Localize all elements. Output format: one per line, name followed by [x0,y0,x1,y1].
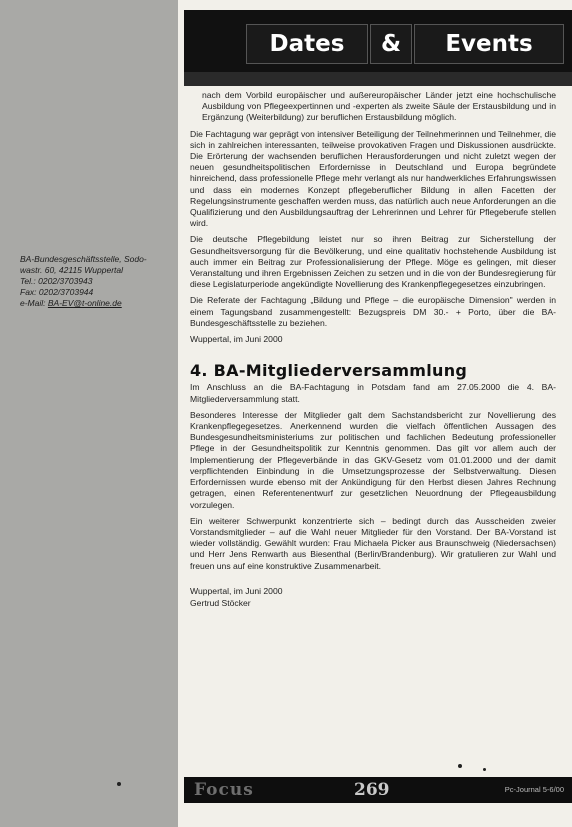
left-sidebar [0,0,178,827]
email-label: e-Mail: [20,298,46,308]
contact-line: Fax: 0202/3703944 [20,287,94,297]
section-banner [184,10,572,86]
page-footer [184,777,572,803]
paragraph: Besonderes Interesse der Mitglieder galt dem Sachstandsbericht zur Novellierung des Krankenpflegegesetzes. Anerkennend wurden die vielfach öffentlichen Aussagen des Bundesgesundheitsministeriums zur politischen und fachlichen Bedeutung professioneller Pflege in der Gesundheitspolitik zur Kenntnis genommen. Das gilt vor allem auch der Implementierung der Pflegeverbände in das GKV-Gesetz vom 01.01.2000 und der damit verpflichtenden Einbindung in die Umsetzungsprozesse der Selbstverwaltung. Diesen Erfordernissen wurde ebenso mit der Ankündigung für den Herbst diesen Jahres Rechnung getragen, einen Referentenentwurf zur gesetzlichen Neuordnung der Pflegeausbildung vorzulegen. [190,409,556,510]
speck [483,768,486,771]
dateline: Wuppertal, im Juni 2000 [190,585,283,596]
banner-ampersand: & [370,24,412,64]
contact-line: BA-Bundesgeschäftsstelle, Sodo- [20,254,147,264]
speck [117,782,121,786]
article-body [190,90,556,614]
contact-block [20,254,180,309]
paragraph: Die Fachtagung war geprägt von intensiver Beteiligung der Teilnehmerinnen und Teilnehmer, die sich in zahlreichen interessanten, teilweise provokativen Fragen und Diskussionen ausdrückte. Die Erörterung der wachsenden beruflichen Herausforderungen und nicht zuletzt wegen der neuen gesundheitspolitischen Erfordernisse in Deutschland und Europa begründete hinreichend, dass professionelle Pflege mehr verlangt als nur handwerkliches Erfahrungswissen und dass ein modernes Konzept pflegeberuflicher Bildung in allen Facetten der Regelungsinstrumente geschaffen werden muss, das natürlich auch neue Anforderungen an die Qualifizierung und den Ausbildungsauftrag der Lehrerinnen und Lehrer für Pflegeberufe stellen wird. [190,128,556,229]
email-link[interactable]: BA-EV@t-online.de [47,298,122,308]
banner-strip [184,72,572,86]
paragraph: Die Referate der Fachtagung „Bildung und Pflege – die europäische Dimension" werden in einem Tagungsband zusammengestellt: Bezugspreis DM 30.- + Porto, über die BA-Bundesgeschäftsstelle zu beziehen. [190,295,556,328]
dateline: Wuppertal, im Juni 2000 [190,334,283,345]
paragraph: Ein weiterer Schwerpunkt konzentrierte sich – bedingt durch das Ausscheiden zweier Vorstandsmitglieder – auf die Wahl neuer Mitglieder für den Vorstand. Der BA-Vorstand ist wieder vollständig. Gewählt wurden: Frau Michaela Picker aus Braunschweig (Niedersachsen) und Herr Jens Renwarth aus Biesenthal (Berlin/Brandenburg). Wir gratulieren zur Wahl und freuen uns auf eine konstruktive Zusammenarbeit. [190,515,556,571]
paragraph: Im Anschluss an die BA-Fachtagung in Potsdam fand am 27.05.2000 die 4. BA-Mitgliederversammlung statt. [190,382,556,404]
paragraph: Die deutsche Pflegebildung leistet nur so ihren Beitrag zur Sicherstellung der Gesundheitsversorgung für die Bevölkerung, und eine qualitativ hochstehende Ausbildung ist auch immer ein Beitrag zur Professionalisierung der Pflege. Möge es gelingen, mit dieser Veranstaltung und ihren Ergebnissen Zeichen zu setzen und in die von der Bundesregierung für diese Legislaturperiode angekündigte Novellierung des Krankenpflegegesetzes einzubringen. [190,234,556,290]
section-heading: 4. BA-Mitgliederversammlung [190,361,468,381]
page-number: 269 [354,780,390,800]
contact-line: Tel.: 0202/3703943 [20,276,93,286]
author-name: Gertrud Stöcker [190,597,251,608]
issue-label: Pc-Journal 5-6/00 [504,785,564,794]
banner-word-dates: Dates [246,24,368,64]
contact-email-line [20,298,180,309]
speck [458,764,462,768]
paragraph-intro: nach dem Vorbild europäischer und außereuropäischer Länder jetzt eine hochschulische Ausbildung von Pflegeexpertinnen und -experten als zweite Säule der Erstausbildung und in Ergänzung (Weiterbildung) zur beruflichen Erstausbildung möglich. [202,90,556,123]
contact-line: wastr. 60, 42115 Wuppertal [20,265,124,275]
magazine-logo: Focus [194,780,254,800]
banner-word-events: Events [414,24,564,64]
